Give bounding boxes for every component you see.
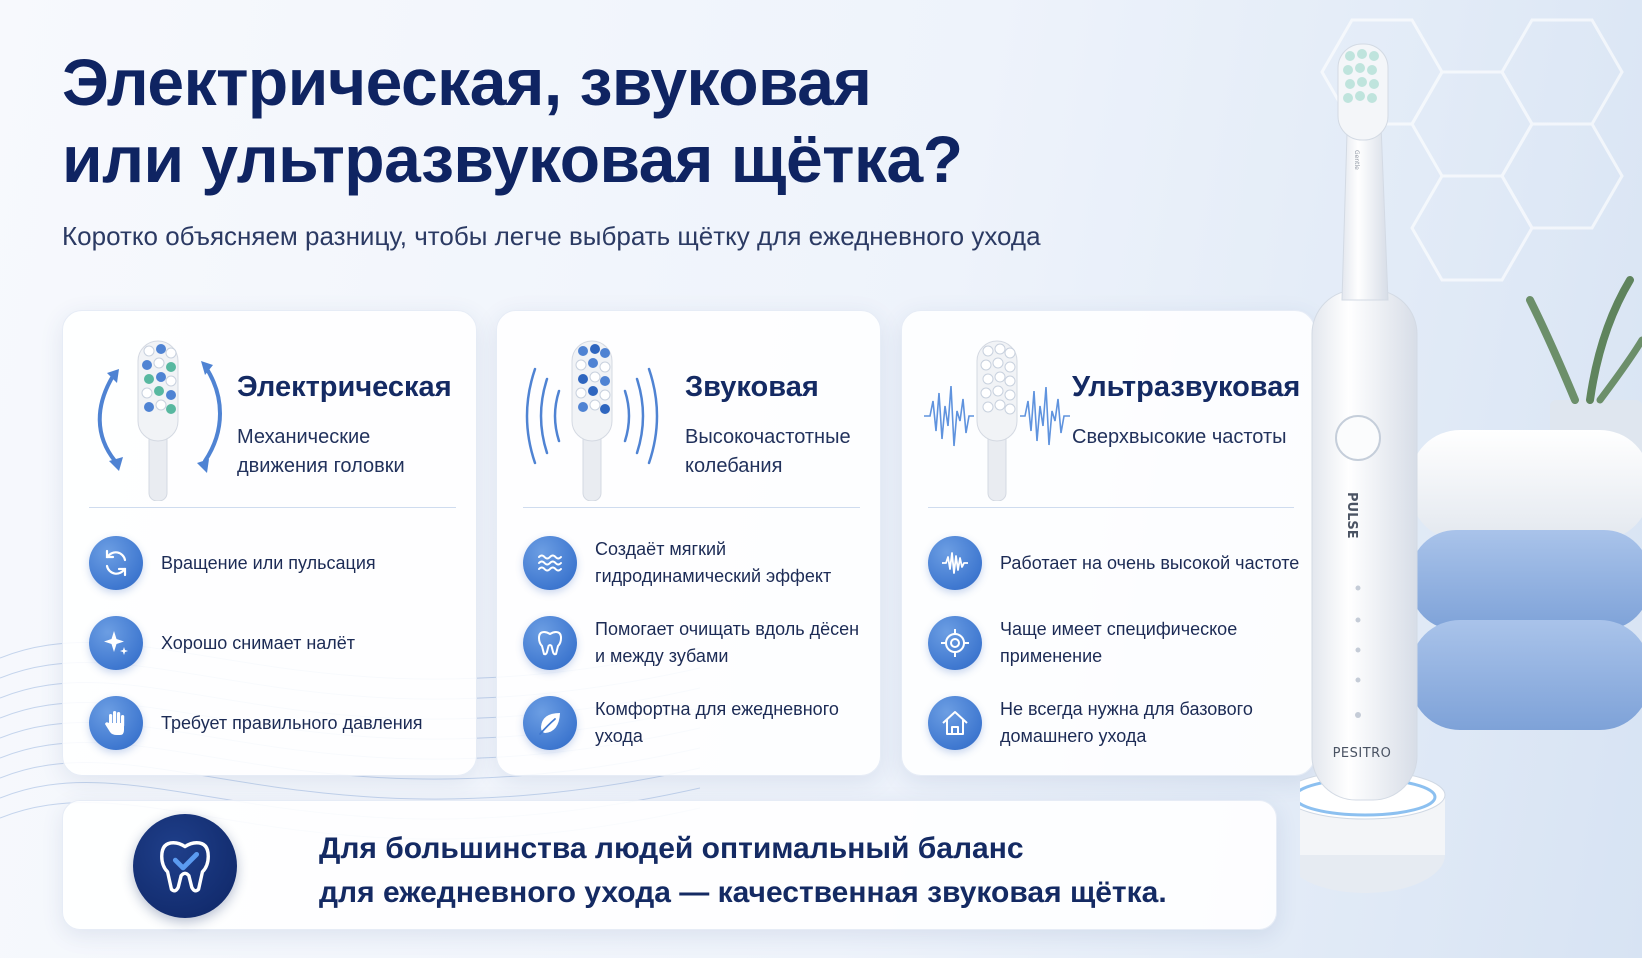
card-title: Звуковая: [685, 371, 819, 403]
feature-text: Чаще имеет специфическое применение: [1000, 619, 1238, 666]
tooth-check-icon: [133, 814, 237, 918]
page-subtitle: Коротко объясняем разницу, чтобы легче выбрать щётку для ежедневного ухода: [62, 221, 1041, 251]
card-sonic: [496, 310, 881, 776]
card-header: [497, 311, 880, 509]
card-ultrasonic: [901, 310, 1315, 776]
conclusion-banner: [62, 800, 1277, 930]
target-icon: [928, 616, 982, 670]
card-divider: [523, 507, 860, 508]
card-header: [902, 311, 1314, 509]
list-item: [89, 603, 462, 683]
rotation-icon: [89, 536, 143, 590]
card-description: Высокочастотные колебания: [685, 426, 851, 477]
feature-text: Требует правильного давления: [161, 712, 423, 733]
home-icon: [928, 696, 982, 750]
card-title: Электрическая: [237, 371, 452, 403]
card-header: [63, 311, 476, 509]
ultrasonic-brush-head-illustration: [922, 321, 1072, 501]
card-description: Сверхвысокие частоты: [1072, 426, 1287, 448]
towels-decoration: [1410, 430, 1642, 730]
feature-text: Создаёт мягкий гидродинамический эффект: [595, 539, 832, 586]
feature-list: [523, 523, 866, 763]
conclusion-text: [319, 827, 1259, 914]
list-item: [523, 683, 866, 763]
list-item: [928, 603, 1300, 683]
card-title: Ультразвуковая: [1072, 371, 1301, 403]
feature-list: [89, 523, 462, 763]
electric-brush-head-illustration: [83, 321, 233, 501]
feature-text: Комфортна для ежедневного ухода: [595, 699, 839, 746]
title-line-2: или ультразвуковая щётка?: [62, 122, 963, 197]
list-item: [523, 523, 866, 603]
feature-text: Вращение или пульсация: [161, 552, 376, 573]
list-item: [89, 523, 462, 603]
page-title: [62, 44, 1242, 198]
feature-text: Не всегда нужна для базового домашнего ухода: [1000, 699, 1253, 746]
frequency-wave-icon: [928, 536, 982, 590]
conclusion-line-1: Для большинства людей оптимальный баланс: [319, 832, 1024, 865]
card-electric: [62, 310, 477, 776]
brand-logo: PESITRO: [1332, 746, 1392, 761]
sonic-brush-head-illustration: [517, 321, 667, 501]
feature-list: [928, 523, 1300, 763]
card-divider: [928, 507, 1294, 508]
feature-text: Работает на очень высокой частоте: [1000, 552, 1300, 573]
head-mark: Gentle: [1353, 150, 1360, 170]
list-item: [928, 523, 1300, 603]
leaf-icon: [523, 696, 577, 750]
list-item: [928, 683, 1300, 763]
sparkle-icon: [89, 616, 143, 670]
title-line-1: Электрическая, звуковая: [62, 45, 872, 119]
list-item: [89, 683, 462, 763]
waves-icon: [523, 536, 577, 590]
tooth-icon: [523, 616, 577, 670]
toothbrush-product-image: [1300, 40, 1642, 958]
mode-label: PULSE: [1344, 492, 1359, 539]
feature-text: Хорошо снимает налёт: [161, 632, 356, 653]
hand-icon: [89, 696, 143, 750]
card-divider: [89, 507, 456, 508]
feature-text: Помогает очищать вдоль дёсен и между зубами: [595, 619, 860, 666]
conclusion-line-2: для ежедневного ухода — качественная звуковая щётка.: [319, 875, 1167, 909]
card-description: Механические движения головки: [237, 426, 405, 477]
list-item: [523, 603, 866, 683]
